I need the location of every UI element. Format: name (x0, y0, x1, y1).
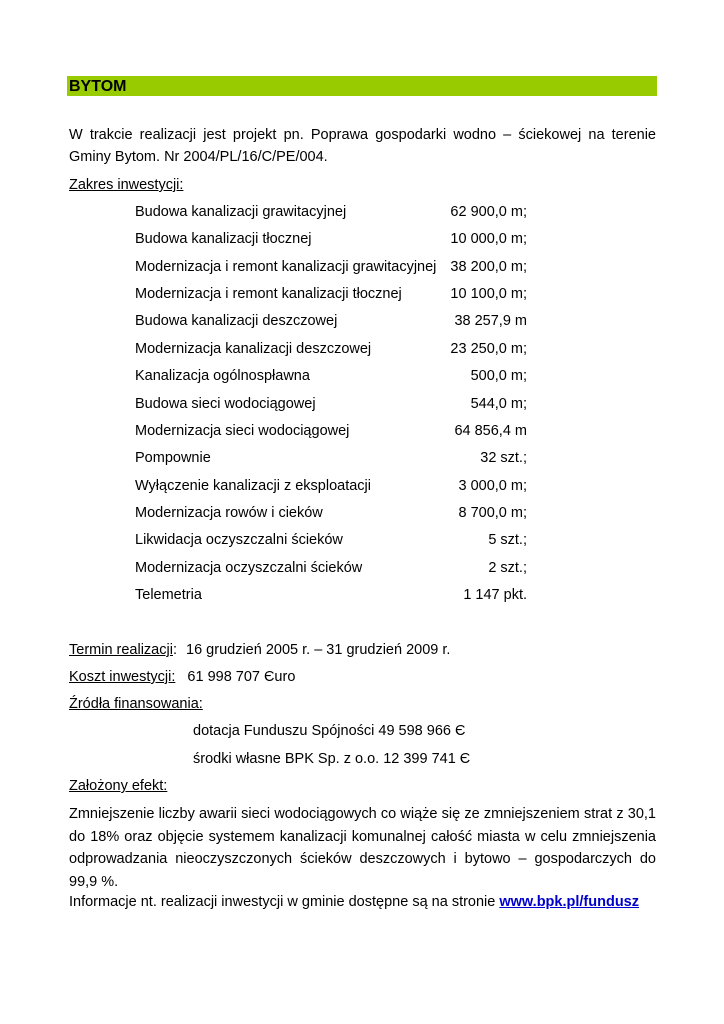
scope-item-value: 62 900,0 m; (450, 204, 527, 220)
funding-item: środki własne BPK Sp. z o.o. 12 399 741 Є (193, 751, 471, 767)
term-separator: : (172, 642, 177, 658)
scope-item-name: Modernizacja oczyszczalni ścieków (135, 560, 363, 576)
scope-item-value: 32 szt.; (480, 450, 527, 466)
scope-item-value: 38 257,9 m (454, 313, 527, 329)
scope-item-value: 64 856,4 m (454, 423, 527, 439)
scope-item-value: 500,0 m; (470, 368, 527, 384)
section-header-bar (67, 76, 657, 96)
cost-value: 61 998 707 Єuro (187, 669, 296, 685)
scope-label: Zakres inwestycji: (69, 177, 184, 193)
scope-item-value: 8 700,0 m; (458, 505, 527, 521)
intro-paragraph: W trakcie realizacji jest projekt pn. Poprawa gospodarki wodno – ściekowej na terenie Gminy Bytom. Nr 2004/PL/16/C/PE/004. (69, 127, 656, 165)
scope-item-value: 23 250,0 m; (450, 341, 527, 357)
fund-link[interactable]: www.bpk.pl/fundusz (499, 894, 639, 910)
term-label: Termin realizacji (69, 642, 173, 658)
scope-item-name: Budowa kanalizacji tłocznej (135, 231, 312, 247)
scope-item-value: 10 100,0 m; (450, 286, 527, 302)
funding-label: Źródła finansowania: (69, 696, 203, 712)
scope-item-value: 38 200,0 m; (450, 259, 527, 275)
scope-item-name: Modernizacja sieci wodociągowej (135, 423, 350, 439)
scope-item-value: 5 szt.; (488, 532, 527, 548)
scope-item-value: 1 147 pkt. (463, 587, 527, 603)
scope-item-value: 544,0 m; (470, 396, 527, 412)
scope-item-name: Budowa sieci wodociągowej (135, 396, 316, 412)
scope-item-name: Modernizacja rowów i cieków (135, 505, 323, 521)
cost-row (69, 668, 295, 686)
scope-item-name: Pompownie (135, 450, 211, 466)
info-text: Informacje nt. realizacji inwestycji w gminie dostępne są na stronie (69, 894, 496, 910)
scope-item-name: Wyłączenie kanalizacji z eksploatacji (135, 478, 372, 494)
term-value: 16 grudzień 2005 r. – 31 grudzień 2009 r. (186, 642, 451, 658)
scope-item-name: Budowa kanalizacji grawitacyjnej (135, 204, 347, 220)
scope-item-name: Telemetria (135, 587, 202, 603)
scope-item-value: 10 000,0 m; (450, 231, 527, 247)
scope-item-value: 3 000,0 m; (458, 478, 527, 494)
scope-item-name: Modernizacja kanalizacji deszczowej (135, 341, 372, 357)
effect-paragraph: Zmniejszenie liczby awarii sieci wodociągowych co wiąże się ze zmniejszeniem strat z 30,1 do 18% oraz objęcie systemem kanalizacji komunalnej całość miasta w celu zmniejszenia odprowadzania nieoczyszczonych ścieków deszczowych i bytowo – gospodarczych do 99,9 %. (69, 806, 656, 890)
effect-label: Założony efekt: (69, 778, 168, 794)
scope-item-name: Kanalizacja ogólnospławna (135, 368, 310, 384)
cost-label: Koszt inwestycji: (69, 669, 176, 685)
section-title: BYTOM (69, 78, 127, 95)
term-row (69, 641, 450, 659)
scope-item-value: 2 szt.; (488, 560, 527, 576)
scope-item-name: Likwidacja oczyszczalni ścieków (135, 532, 343, 548)
scope-item-name: Budowa kanalizacji deszczowej (135, 313, 338, 329)
info-row (69, 893, 639, 911)
scope-item-name: Modernizacja i remont kanalizacji tłocznej (135, 286, 402, 302)
scope-item-name: Modernizacja i remont kanalizacji grawitacyjnej (135, 259, 437, 275)
funding-item: dotacja Funduszu Spójności 49 598 966 Є (193, 723, 466, 739)
